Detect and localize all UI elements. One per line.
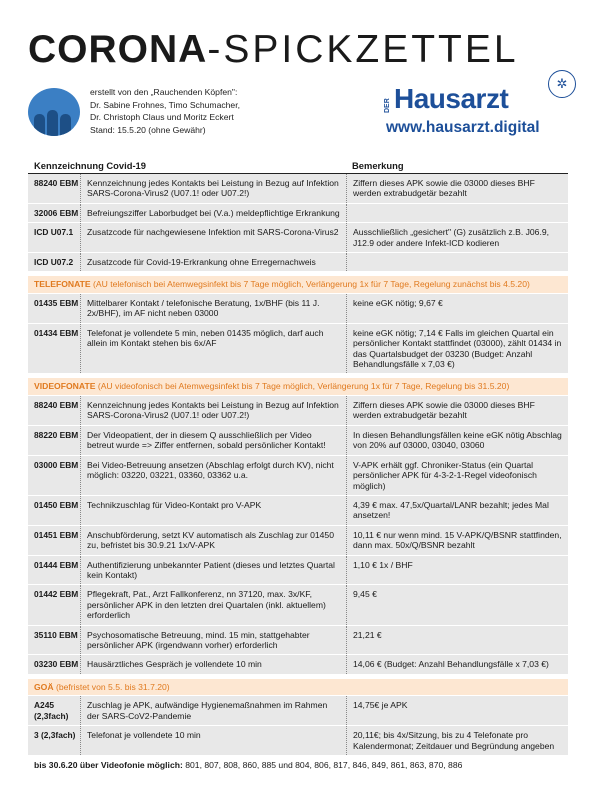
table-row: [28, 726, 568, 756]
code-description: Anschubförderung, setzt KV automatisch als Zuschlag zur 01450 zu, befristet bis 30.9.21 1x/V-APK: [80, 526, 346, 555]
remark: V-APK erhält ggf. Chroniker-Status (ein Quartal persönlicher APK für 4-3-2-1-Regel videofonisch möglich): [346, 456, 568, 495]
code-description: Bei Video-Betreuung ansetzen (Abschlag erfolgt durch KV), nicht möglich: 03220, 03221, 03360, 03362 u.a.: [80, 456, 346, 495]
code-description: Pflegekraft, Pat., Arzt Fallkonferenz, nn 37120, max. 3x/KF, persönlicher APK in den letzten drei Quartalen (inkl. aktuellem) erforderlich: [80, 585, 346, 624]
code-description: Mittelbarer Kontakt / telefonische Beratung, 1x/BHF (bis 11 J. 2x/BHF), im AF nicht neben 03000: [80, 294, 346, 323]
table-row: [28, 294, 568, 324]
code-description: Zusatzcode für nachgewiesene Infektion mit SARS-Corona-Virus2: [80, 223, 346, 252]
billing-code: 01451 EBM: [34, 529, 79, 540]
billing-code: 01442 EBM: [34, 589, 79, 600]
remark: Ausschließlich „gesichert" (G) zusätzlich z.B. J06.9, J12.9 oder andere Infekt-ICD kodieren: [346, 223, 568, 252]
code-description: Zuschlag je APK, aufwändige Hygienemaßnahmen im Rahmen der SARS-CoV2-Pandemie: [80, 696, 346, 725]
remark: keine eGK nötig; 7,14 € Falls im gleichen Quartal ein persönlicher Kontakt stattfindet (03000), zählt 01434 in das Quartalsbudget der 03230 (Budget: Anzahl Behandlungsfälle x 7,03 €): [346, 324, 568, 374]
remark: 14,06 € (Budget: Anzahl Behandlungsfälle x 7,03 €): [346, 655, 568, 673]
billing-code: 01435 EBM: [34, 298, 79, 309]
code-description: Befreiungsziffer Laborbudget bei (V.a.) meldepflichtige Erkrankung: [80, 204, 346, 222]
billing-code: 03000 EBM: [34, 459, 79, 470]
code-description: Hausärztliches Gespräch je vollendete 10 min: [80, 655, 346, 673]
code-description: Der Videopatient, der in diesem Q ausschließlich per Video betreut wurde => Ziffer entfernen, sobald persönlicher Kontakt!: [80, 426, 346, 455]
table-row: [28, 396, 568, 426]
remark: 20,11€; bis 4x/Sitzung, bis zu 4 Telefonate pro Kalendermonat; Zeitdauer und Begründung angeben: [346, 726, 568, 755]
code-description: Authentifizierung unbekannter Patient (dieses und letztes Quartal kein Kontakt): [80, 556, 346, 585]
billing-code: 88220 EBM: [34, 429, 79, 440]
table-row: [28, 223, 568, 253]
code-description: Zusatzcode für Covid-19-Erkrankung ohne Erregernachweis: [80, 253, 346, 271]
table-row: [28, 696, 568, 726]
remark: In diesen Behandlungsfällen keine eGK nötig Abschlag von 20% auf 03000, 03040, 03060: [346, 426, 568, 455]
table-row: [28, 253, 568, 272]
table-row: [28, 496, 568, 526]
billing-code: ICD U07.2: [34, 257, 74, 268]
billing-table: [28, 154, 568, 774]
table-row: [28, 174, 568, 204]
billing-code: 88240 EBM: [34, 400, 79, 411]
code-description: Kennzeichnung jedes Kontakts bei Leistung in Bezug auf Infektion SARS-Corona-Virus2 (U07.1! oder U07.2!): [80, 396, 346, 425]
billing-code: 01450 EBM: [34, 499, 79, 510]
smoking-heads-logo: [28, 88, 80, 136]
table-row: [28, 456, 568, 496]
section-header: VIDEOFONATE (AU videofonisch bei Atemwegsinfekt bis 7 Tage möglich, Verlängerung 1x für 7 Tage, Regelung bis 31.5.20): [28, 378, 568, 396]
table-row: [28, 585, 568, 625]
credits: erstellt von den „Rauchenden Köpfen": Dr. Sabine Frohnes, Timo Schumacher, Dr. Christoph Claus und Moritz Eckert Stand: 15.5.20 (ohne Gewähr): [90, 87, 240, 135]
remark: Ziffern dieses APK sowie die 03000 dieses BHF werden extrabudgetär bezahlt: [346, 396, 568, 425]
column-headers: Kennzeichnung Covid-19 Bemerkung: [28, 154, 568, 174]
footer-note: bis 30.6.20 über Videofonie möglich: 801, 807, 808, 860, 885 und 804, 806, 817, 846, 849, 861, 863, 870, 886: [28, 756, 568, 774]
table-row: [28, 426, 568, 456]
seal-icon: ✲: [548, 70, 576, 98]
remark: 10,11 € nur wenn mind. 15 V-APK/Q/BSNR stattfinden, dann max. 50x/Q/BSNR bezahlt: [346, 526, 568, 555]
table-row: [28, 626, 568, 656]
table-row: [28, 655, 568, 674]
remark: Ziffern dieses APK sowie die 03000 dieses BHF werden extrabudgetär bezahlt: [346, 174, 568, 203]
section-header: GOÄ (befristet von 5.5. bis 31.7.20): [28, 679, 568, 697]
billing-code: 01444 EBM: [34, 559, 79, 570]
hausarzt-logo: DER Hausarzt www.hausarzt.digital: [384, 83, 540, 136]
table-row: [28, 204, 568, 223]
table-row: [28, 324, 568, 375]
section-header: TELEFONATE (AU telefonisch bei Atemwegsinfekt bis 7 Tage möglich, Verlängerung 1x für 7 Tage, Regelung zunächst bis 4.5.20): [28, 276, 568, 294]
code-description: Telefonat je vollendete 10 min: [80, 726, 346, 755]
remark: 21,21 €: [346, 626, 568, 655]
remark: 14,75€ je APK: [346, 696, 568, 725]
code-description: Kennzeichnung jedes Kontakts bei Leistung in Bezug auf Infektion SARS-Corona-Virus2 (U07.1! oder U07.2!): [80, 174, 346, 203]
code-description: Telefonat je vollendete 5 min, neben 01435 möglich, darf auch allein im Kontakt stehen bis 6x/AF: [80, 324, 346, 374]
table-row: [28, 556, 568, 586]
remark: 4,39 € max. 47,5x/Quartal/LANR bezahlt; jedes Mal ansetzen!: [346, 496, 568, 525]
billing-code: 88240 EBM: [34, 178, 79, 188]
billing-code: 01434 EBM: [34, 327, 79, 338]
remark: [346, 204, 568, 222]
billing-code: 32006 EBM: [34, 207, 79, 218]
code-description: Psychosomatische Betreuung, mind. 15 min, stattgehabter persönlicher APK (irgendwann vorher) erforderlich: [80, 626, 346, 655]
page-title: CORONA-SPICKZETTEL: [28, 28, 519, 71]
remark: 9,45 €: [346, 585, 568, 624]
brand-url[interactable]: www.hausarzt.digital: [386, 119, 540, 136]
remark: [346, 253, 568, 271]
billing-code: 3 (2,3fach): [34, 730, 76, 741]
billing-code: A245 (2,3fach): [34, 700, 69, 721]
billing-code: 03230 EBM: [34, 659, 79, 670]
billing-code: 35110 EBM: [34, 629, 78, 640]
remark: 1,10 € 1x / BHF: [346, 556, 568, 585]
billing-code: ICD U07.1: [34, 227, 74, 238]
remark: keine eGK nötig; 9,67 €: [346, 294, 568, 323]
table-row: [28, 526, 568, 556]
code-description: Technikzuschlag für Video-Kontakt pro V-APK: [80, 496, 346, 525]
